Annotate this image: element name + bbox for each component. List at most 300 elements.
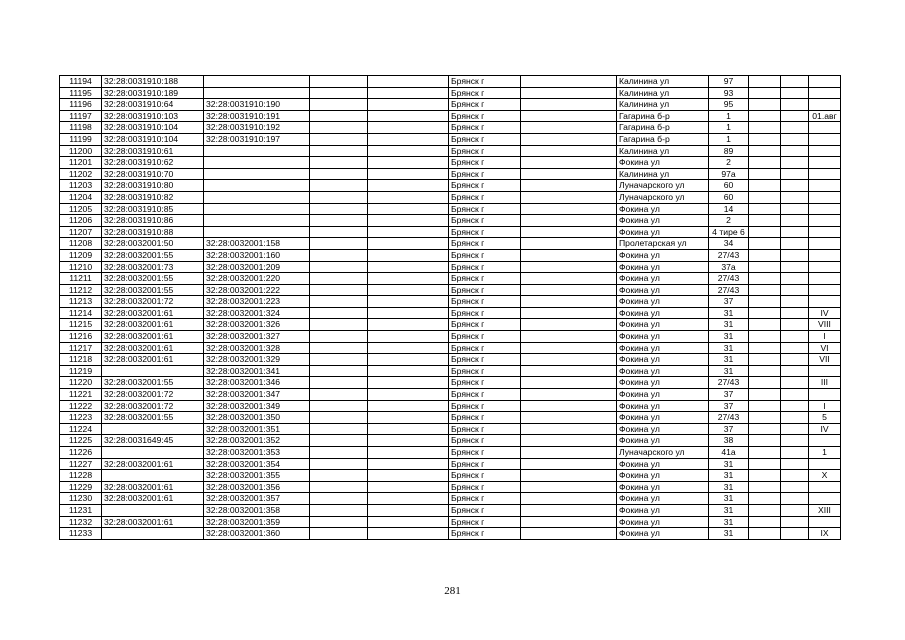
cell-blank-col-d (749, 180, 781, 192)
cell-street: Фокина ул (617, 273, 709, 285)
cell-street: Луначарского ул (617, 180, 709, 192)
cell-blank-col-b (368, 319, 449, 331)
cell-row-number: 11209 (60, 249, 102, 261)
cell-cadastral-number-2 (204, 87, 310, 99)
cell-unit-number (809, 273, 841, 285)
cell-blank-col-e (781, 284, 809, 296)
cell-unit-number (809, 296, 841, 308)
cell-cadastral-number: 32:28:0032001:50 (102, 238, 204, 250)
cell-house-number: 37 (709, 400, 749, 412)
cell-cadastral-number-2 (204, 180, 310, 192)
cell-blank-col-b (368, 215, 449, 227)
cell-house-number: 27/43 (709, 412, 749, 424)
cell-row-number: 11230 (60, 493, 102, 505)
cell-cadastral-number (102, 504, 204, 516)
cell-unit-number: X (809, 470, 841, 482)
table-row (60, 168, 841, 180)
cell-house-number: 27/43 (709, 273, 749, 285)
table-row (60, 122, 841, 134)
cell-unit-number: I (809, 400, 841, 412)
cell-blank-col-e (781, 180, 809, 192)
cell-blank-col-c (521, 342, 617, 354)
cell-blank-col-a (310, 249, 368, 261)
table-row (60, 307, 841, 319)
cell-city: Брянск г (449, 99, 521, 111)
cell-cadastral-number-2: 32:28:0032001:355 (204, 470, 310, 482)
cell-blank-col-d (749, 157, 781, 169)
cell-blank-col-e (781, 191, 809, 203)
cell-city: Брянск г (449, 400, 521, 412)
cell-house-number: 95 (709, 99, 749, 111)
cell-blank-col-e (781, 412, 809, 424)
table-row (60, 110, 841, 122)
cell-unit-number (809, 365, 841, 377)
cell-cadastral-number: 32:28:0032001:72 (102, 400, 204, 412)
cell-blank-col-e (781, 400, 809, 412)
cell-blank-col-d (749, 307, 781, 319)
cell-blank-col-c (521, 435, 617, 447)
cell-blank-col-a (310, 110, 368, 122)
cell-row-number: 11225 (60, 435, 102, 447)
cell-cadastral-number: 32:28:0031910:188 (102, 76, 204, 88)
cell-blank-col-b (368, 458, 449, 470)
cell-blank-col-a (310, 458, 368, 470)
cell-street: Фокина ул (617, 354, 709, 366)
table-row (60, 354, 841, 366)
cell-street: Фокина ул (617, 481, 709, 493)
cell-row-number: 11208 (60, 238, 102, 250)
cell-cadastral-number: 32:28:0032001:61 (102, 319, 204, 331)
cell-city: Брянск г (449, 481, 521, 493)
cell-blank-col-b (368, 261, 449, 273)
table-row (60, 365, 841, 377)
cell-house-number: 97 (709, 76, 749, 88)
cell-row-number: 11205 (60, 203, 102, 215)
cell-cadastral-number: 32:28:0032001:61 (102, 458, 204, 470)
table-row (60, 191, 841, 203)
cell-blank-col-a (310, 273, 368, 285)
cell-blank-col-d (749, 493, 781, 505)
cell-blank-col-b (368, 249, 449, 261)
cell-blank-col-a (310, 157, 368, 169)
cell-house-number: 60 (709, 180, 749, 192)
cell-street: Пролетарская ул (617, 238, 709, 250)
cell-street: Луначарского ул (617, 191, 709, 203)
cell-unit-number: IV (809, 307, 841, 319)
cell-blank-col-a (310, 528, 368, 540)
cell-blank-col-d (749, 528, 781, 540)
cell-city: Брянск г (449, 435, 521, 447)
table-row (60, 331, 841, 343)
cell-blank-col-e (781, 528, 809, 540)
cell-blank-col-d (749, 389, 781, 401)
cell-cadastral-number: 32:28:0031910:104 (102, 133, 204, 145)
cell-cadastral-number: 32:28:0031910:70 (102, 168, 204, 180)
cell-blank-col-e (781, 261, 809, 273)
cell-unit-number (809, 226, 841, 238)
cell-blank-col-b (368, 377, 449, 389)
cell-blank-col-d (749, 261, 781, 273)
cell-street: Гагарина б-р (617, 133, 709, 145)
cell-blank-col-e (781, 307, 809, 319)
cell-street: Луначарского ул (617, 447, 709, 459)
cell-blank-col-b (368, 447, 449, 459)
cell-blank-col-c (521, 319, 617, 331)
cell-house-number: 31 (709, 493, 749, 505)
cell-blank-col-b (368, 226, 449, 238)
cell-street: Фокина ул (617, 226, 709, 238)
cell-blank-col-e (781, 238, 809, 250)
cell-blank-col-e (781, 458, 809, 470)
cell-cadastral-number: 32:28:0031910:104 (102, 122, 204, 134)
cell-unit-number (809, 203, 841, 215)
cell-street: Фокина ул (617, 284, 709, 296)
cell-city: Брянск г (449, 238, 521, 250)
cell-blank-col-d (749, 516, 781, 528)
cell-blank-col-e (781, 331, 809, 343)
cell-row-number: 11222 (60, 400, 102, 412)
cell-blank-col-d (749, 458, 781, 470)
cell-row-number: 11218 (60, 354, 102, 366)
cell-cadastral-number: 32:28:0032001:61 (102, 354, 204, 366)
cell-blank-col-e (781, 481, 809, 493)
cell-row-number: 11197 (60, 110, 102, 122)
cell-unit-number: 5 (809, 412, 841, 424)
cell-blank-col-a (310, 412, 368, 424)
cell-blank-col-c (521, 168, 617, 180)
cell-row-number: 11196 (60, 99, 102, 111)
cell-blank-col-b (368, 470, 449, 482)
cell-blank-col-b (368, 481, 449, 493)
cell-blank-col-a (310, 481, 368, 493)
cell-street: Фокина ул (617, 249, 709, 261)
cell-city: Брянск г (449, 458, 521, 470)
cell-blank-col-e (781, 447, 809, 459)
cell-row-number: 11232 (60, 516, 102, 528)
cell-blank-col-e (781, 470, 809, 482)
cell-blank-col-a (310, 99, 368, 111)
cell-blank-col-b (368, 99, 449, 111)
cell-cadastral-number-2 (204, 203, 310, 215)
cell-cadastral-number-2: 32:28:0032001:358 (204, 504, 310, 516)
cell-blank-col-b (368, 493, 449, 505)
cell-blank-col-c (521, 87, 617, 99)
cell-city: Брянск г (449, 157, 521, 169)
cell-blank-col-a (310, 470, 368, 482)
cell-blank-col-e (781, 122, 809, 134)
cell-house-number: 27/43 (709, 284, 749, 296)
cell-cadastral-number: 32:28:0032001:55 (102, 249, 204, 261)
cell-city: Брянск г (449, 203, 521, 215)
cell-house-number: 2 (709, 215, 749, 227)
cell-blank-col-d (749, 435, 781, 447)
cell-blank-col-a (310, 87, 368, 99)
cell-blank-col-e (781, 365, 809, 377)
table-row (60, 435, 841, 447)
cell-blank-col-c (521, 354, 617, 366)
cell-cadastral-number-2: 32:28:0032001:350 (204, 412, 310, 424)
cell-city: Брянск г (449, 412, 521, 424)
table-row (60, 226, 841, 238)
cell-unit-number (809, 133, 841, 145)
cell-blank-col-c (521, 307, 617, 319)
cell-city: Брянск г (449, 133, 521, 145)
cell-blank-col-a (310, 400, 368, 412)
table-row (60, 145, 841, 157)
cell-cadastral-number: 32:28:0031910:86 (102, 215, 204, 227)
cell-cadastral-number: 32:28:0032001:61 (102, 331, 204, 343)
cell-house-number: 31 (709, 458, 749, 470)
cell-blank-col-b (368, 504, 449, 516)
cell-unit-number (809, 516, 841, 528)
cell-blank-col-d (749, 133, 781, 145)
cell-blank-col-c (521, 249, 617, 261)
table-row (60, 99, 841, 111)
cell-blank-col-e (781, 296, 809, 308)
cell-street: Гагарина б-р (617, 122, 709, 134)
cell-blank-col-d (749, 481, 781, 493)
cell-row-number: 11195 (60, 87, 102, 99)
cell-house-number: 31 (709, 319, 749, 331)
cell-blank-col-d (749, 226, 781, 238)
cell-row-number: 11214 (60, 307, 102, 319)
cell-blank-col-a (310, 145, 368, 157)
table-row (60, 273, 841, 285)
cell-cadastral-number-2 (204, 145, 310, 157)
cell-cadastral-number: 32:28:0032001:61 (102, 307, 204, 319)
cell-unit-number (809, 493, 841, 505)
cell-blank-col-a (310, 389, 368, 401)
cell-blank-col-d (749, 447, 781, 459)
table-row (60, 238, 841, 250)
cell-city: Брянск г (449, 528, 521, 540)
cell-blank-col-c (521, 238, 617, 250)
cell-blank-col-c (521, 296, 617, 308)
cell-cadastral-number: 32:28:0031649:45 (102, 435, 204, 447)
cell-street: Калинина ул (617, 145, 709, 157)
cell-blank-col-b (368, 389, 449, 401)
cell-blank-col-b (368, 435, 449, 447)
cell-row-number: 11219 (60, 365, 102, 377)
cell-blank-col-b (368, 191, 449, 203)
cell-row-number: 11213 (60, 296, 102, 308)
cell-unit-number (809, 157, 841, 169)
cell-blank-col-b (368, 168, 449, 180)
cell-cadastral-number: 32:28:0031910:61 (102, 145, 204, 157)
cell-cadastral-number: 32:28:0032001:55 (102, 377, 204, 389)
cell-blank-col-c (521, 516, 617, 528)
cell-blank-col-b (368, 516, 449, 528)
table-row (60, 261, 841, 273)
cell-street: Фокина ул (617, 435, 709, 447)
cell-cadastral-number: 32:28:0032001:55 (102, 412, 204, 424)
cell-city: Брянск г (449, 145, 521, 157)
cell-cadastral-number-2: 32:28:0032001:158 (204, 238, 310, 250)
table-row (60, 470, 841, 482)
cell-blank-col-a (310, 168, 368, 180)
cell-blank-col-c (521, 389, 617, 401)
cell-cadastral-number (102, 365, 204, 377)
cell-unit-number: IX (809, 528, 841, 540)
cell-row-number: 11202 (60, 168, 102, 180)
cell-unit-number (809, 261, 841, 273)
cell-unit-number: XIII (809, 504, 841, 516)
cell-house-number: 1 (709, 110, 749, 122)
cell-cadastral-number-2 (204, 157, 310, 169)
cell-blank-col-c (521, 377, 617, 389)
table-row (60, 87, 841, 99)
cell-blank-col-a (310, 203, 368, 215)
cell-house-number: 27/43 (709, 377, 749, 389)
cell-city: Брянск г (449, 493, 521, 505)
cell-unit-number (809, 76, 841, 88)
table-row (60, 412, 841, 424)
cell-city: Брянск г (449, 249, 521, 261)
cell-city: Брянск г (449, 377, 521, 389)
cell-row-number: 11231 (60, 504, 102, 516)
cell-blank-col-e (781, 203, 809, 215)
cell-house-number: 31 (709, 354, 749, 366)
cell-row-number: 11223 (60, 412, 102, 424)
cell-blank-col-d (749, 145, 781, 157)
cell-blank-col-e (781, 504, 809, 516)
cell-house-number: 31 (709, 504, 749, 516)
cell-cadastral-number-2: 32:28:0032001:359 (204, 516, 310, 528)
cell-blank-col-b (368, 354, 449, 366)
cell-blank-col-e (781, 76, 809, 88)
cell-blank-col-e (781, 423, 809, 435)
cell-blank-col-d (749, 273, 781, 285)
cell-blank-col-e (781, 157, 809, 169)
cell-unit-number (809, 145, 841, 157)
cell-blank-col-e (781, 226, 809, 238)
cell-blank-col-a (310, 226, 368, 238)
cell-house-number: 31 (709, 470, 749, 482)
cell-house-number: 93 (709, 87, 749, 99)
cell-blank-col-e (781, 273, 809, 285)
cell-cadastral-number-2: 32:28:0032001:324 (204, 307, 310, 319)
table-row (60, 215, 841, 227)
cell-cadastral-number: 32:28:0031910:189 (102, 87, 204, 99)
cell-street: Калинина ул (617, 99, 709, 111)
cell-cadastral-number: 32:28:0032001:72 (102, 296, 204, 308)
cell-blank-col-e (781, 110, 809, 122)
cell-street: Фокина ул (617, 389, 709, 401)
cell-street: Фокина ул (617, 516, 709, 528)
cell-cadastral-number: 32:28:0032001:55 (102, 273, 204, 285)
cell-blank-col-a (310, 261, 368, 273)
cell-blank-col-d (749, 99, 781, 111)
cell-street: Фокина ул (617, 400, 709, 412)
cell-blank-col-a (310, 423, 368, 435)
cell-street: Калинина ул (617, 76, 709, 88)
cell-unit-number (809, 215, 841, 227)
cell-cadastral-number: 32:28:0032001:72 (102, 389, 204, 401)
cell-unit-number: I (809, 331, 841, 343)
cell-city: Брянск г (449, 447, 521, 459)
cell-unit-number: VI (809, 342, 841, 354)
cell-blank-col-d (749, 238, 781, 250)
cell-blank-col-d (749, 76, 781, 88)
cell-city: Брянск г (449, 261, 521, 273)
cell-unit-number (809, 458, 841, 470)
cell-blank-col-c (521, 99, 617, 111)
cell-cadastral-number-2: 32:28:0032001:209 (204, 261, 310, 273)
cell-blank-col-a (310, 331, 368, 343)
cell-city: Брянск г (449, 76, 521, 88)
cell-street: Фокина ул (617, 423, 709, 435)
cell-house-number: 31 (709, 516, 749, 528)
cell-blank-col-c (521, 145, 617, 157)
page-number: 281 (444, 585, 461, 597)
cell-blank-col-a (310, 354, 368, 366)
cell-cadastral-number-2 (204, 168, 310, 180)
cell-street: Фокина ул (617, 504, 709, 516)
table-row (60, 400, 841, 412)
cell-blank-col-d (749, 331, 781, 343)
cell-blank-col-c (521, 458, 617, 470)
cell-cadastral-number-2 (204, 226, 310, 238)
cell-unit-number: III (809, 377, 841, 389)
cell-blank-col-c (521, 331, 617, 343)
cell-blank-col-c (521, 273, 617, 285)
cell-cadastral-number-2: 32:28:0032001:160 (204, 249, 310, 261)
cell-row-number: 11201 (60, 157, 102, 169)
cell-blank-col-c (521, 504, 617, 516)
cell-house-number: 1 (709, 122, 749, 134)
cell-blank-col-d (749, 400, 781, 412)
cell-cadastral-number-2: 32:28:0032001:222 (204, 284, 310, 296)
cell-unit-number: VII (809, 354, 841, 366)
cell-blank-col-e (781, 516, 809, 528)
cell-blank-col-a (310, 215, 368, 227)
cell-row-number: 11199 (60, 133, 102, 145)
cell-blank-col-b (368, 342, 449, 354)
cell-city: Брянск г (449, 516, 521, 528)
registry-table (59, 75, 841, 540)
cell-house-number: 34 (709, 238, 749, 250)
cell-blank-col-b (368, 331, 449, 343)
cell-house-number: 37 (709, 423, 749, 435)
cell-cadastral-number: 32:28:0031910:103 (102, 110, 204, 122)
cell-unit-number (809, 481, 841, 493)
cell-cadastral-number (102, 470, 204, 482)
cell-blank-col-a (310, 516, 368, 528)
cell-cadastral-number: 32:28:0032001:61 (102, 481, 204, 493)
table-row (60, 180, 841, 192)
cell-blank-col-d (749, 87, 781, 99)
cell-blank-col-d (749, 249, 781, 261)
cell-city: Брянск г (449, 296, 521, 308)
cell-blank-col-b (368, 238, 449, 250)
cell-blank-col-a (310, 122, 368, 134)
cell-blank-col-b (368, 180, 449, 192)
cell-blank-col-c (521, 203, 617, 215)
cell-blank-col-b (368, 133, 449, 145)
cell-house-number: 1 (709, 133, 749, 145)
table-row (60, 481, 841, 493)
cell-cadastral-number: 32:28:0031910:62 (102, 157, 204, 169)
cell-city: Брянск г (449, 307, 521, 319)
cell-blank-col-d (749, 354, 781, 366)
cell-cadastral-number-2: 32:28:0032001:328 (204, 342, 310, 354)
cell-blank-col-a (310, 307, 368, 319)
cell-blank-col-b (368, 122, 449, 134)
cell-blank-col-d (749, 470, 781, 482)
table-row (60, 377, 841, 389)
cell-blank-col-d (749, 191, 781, 203)
table-row (60, 389, 841, 401)
